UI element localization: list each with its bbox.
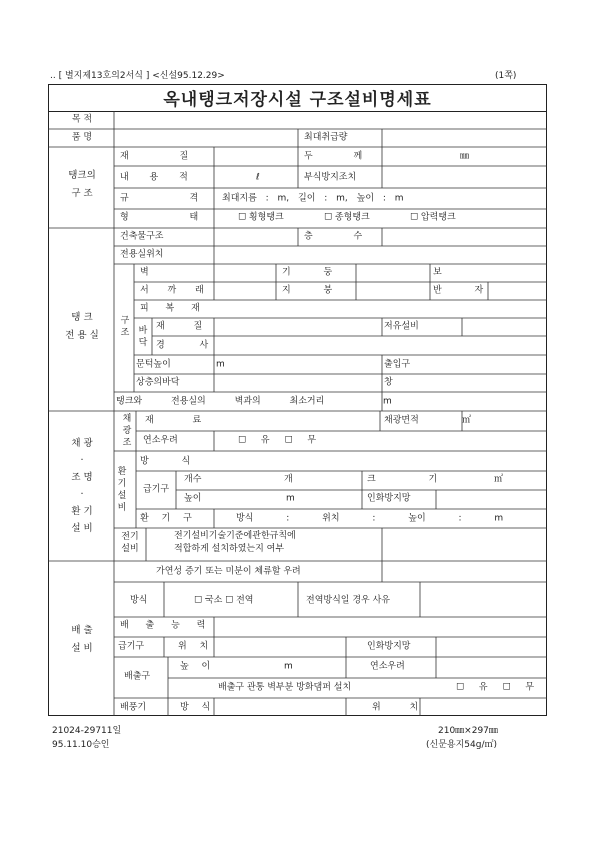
label-purpose: 목 적 xyxy=(71,114,93,125)
label-pillar: 기 둥 xyxy=(282,267,333,278)
value-dimension: 최대지름 : m, 길이 : m, 높이 : m xyxy=(222,193,404,204)
label-daylight: 채 광 조 xyxy=(122,414,132,448)
value-vent-hole: 방식 : 위치 : 높이 : m xyxy=(236,513,504,524)
option-damper[interactable]: ☐ 유 ☐ 무 xyxy=(456,682,535,693)
footer-size: 210㎜×297㎜ xyxy=(438,726,498,736)
label-wall: 벽 xyxy=(140,267,149,278)
label-min-distance: 탱크와 전용실의 벽과의 최소거리 xyxy=(116,396,325,407)
footer-code: 21024-29711일 xyxy=(52,726,122,736)
label-exhaust-capacity: 배 출 능 력 xyxy=(120,620,206,631)
label-beam: 보 xyxy=(433,267,442,278)
unit-vent-height: m xyxy=(286,493,295,504)
label-exit: 출입구 xyxy=(384,359,411,370)
unit-vent-count: 개 xyxy=(284,474,293,485)
label-shape: 형 태 xyxy=(120,212,199,223)
label-threshold: 문턱높이 xyxy=(136,359,171,370)
label-daylight-material: 재 료 xyxy=(145,415,202,426)
unit-threshold: m xyxy=(216,359,225,370)
label-thickness: 두 께 xyxy=(304,151,363,162)
option-exhaust-method[interactable]: ☐ 국소 ☐ 전역 xyxy=(194,595,254,606)
label-fan-method: 방 식 xyxy=(180,702,211,713)
label-ventilation: 환 기 설 비 xyxy=(117,467,127,513)
label-global-reason: 전역방식일 경우 사유 xyxy=(306,595,390,606)
label-slope: 경 사 xyxy=(156,340,209,351)
label-fan-position: 위 치 xyxy=(372,702,419,713)
value-electrical: 전기설비기술기준에관한규칙에 적합하게 설치하였는지 여부 xyxy=(174,531,296,554)
label-rafter: 서 까 래 xyxy=(140,285,204,296)
unit-daylight-area: ㎡ xyxy=(462,415,472,426)
label-damper: 배출구 관통 벽부분 방화댐퍼 설치 xyxy=(218,682,352,693)
option-vertical-tank[interactable]: ☐ 종형탱크 xyxy=(324,212,370,223)
label-floor: 바 닥 xyxy=(138,326,148,348)
label-max-qty: 최대취급량 xyxy=(304,132,348,143)
label-flammable-vapor: 가연성 증기 또는 미분이 체류할 우려 xyxy=(156,566,301,577)
label-vent-size: 크 기 xyxy=(367,474,438,485)
label-vent-fire-net: 인화방지망 xyxy=(367,493,411,504)
form-title: 옥내탱크저장시설 구조설비명세표 xyxy=(48,84,547,112)
label-daylight-fire-risk: 연소우려 xyxy=(143,435,178,446)
label-daylight-area: 채광면적 xyxy=(384,415,419,426)
label-exhaust-fire-net: 인화방지망 xyxy=(367,641,411,652)
section-tank-room: 탱 크 전 용 실 xyxy=(65,312,99,341)
label-roof: 지 붕 xyxy=(282,285,333,296)
label-outlet: 배출구 xyxy=(124,671,151,682)
label-exhaust-position: 위 치 xyxy=(178,641,209,652)
label-fan: 배풍기 xyxy=(120,702,147,713)
unit-vent-size: ㎡ xyxy=(494,474,504,485)
section-tank-structure: 탱크의 구 조 xyxy=(68,170,96,199)
label-vent-count: 개수 xyxy=(184,474,202,485)
label-electrical: 전기 설비 xyxy=(121,532,139,554)
section-lighting: 채 광 · 조 명 · 환 기 설 비 xyxy=(71,438,93,534)
label-exhaust-method: 방식 xyxy=(130,595,148,606)
footer-approval: 95.11.10승인 xyxy=(52,740,110,750)
unit-min-distance: m xyxy=(383,396,392,407)
label-upper-floor: 상층의바닥 xyxy=(136,377,180,388)
header-form-ref: .. [ 별지제13호의2서식 ] <신설95.12.29> xyxy=(50,71,225,81)
label-exhaust-intake: 급기구 xyxy=(118,641,145,652)
unit-capacity: ℓ xyxy=(256,172,260,183)
label-structure: 구 조 xyxy=(120,316,130,338)
section-exhaust: 배 출 설 비 xyxy=(71,625,93,654)
header-page-number: (1쪽) xyxy=(495,71,517,81)
label-covering: 피 복 재 xyxy=(140,303,200,314)
unit-thickness: ㎜ xyxy=(460,151,470,162)
label-vent-method: 방 식 xyxy=(140,456,191,467)
label-room-location: 전용실위치 xyxy=(120,249,164,260)
label-material: 재 질 xyxy=(120,151,189,162)
label-dimension: 규 격 xyxy=(120,193,199,204)
label-outlet-fire-risk: 연소우려 xyxy=(370,661,405,672)
unit-outlet-height: m xyxy=(284,661,293,672)
label-corrosion: 부식방지조치 xyxy=(304,172,357,183)
label-building-structure: 건축물구조 xyxy=(120,231,164,242)
label-vent-intake: 급기구 xyxy=(143,484,170,495)
label-vent-hole: 환 기 구 xyxy=(140,513,192,524)
option-pressure-tank[interactable]: ☐ 압력탱크 xyxy=(410,212,456,223)
label-capacity: 내 용 적 xyxy=(120,172,188,183)
label-vent-height: 높이 xyxy=(184,493,202,504)
label-item: 품 명 xyxy=(71,132,93,143)
label-floor-count: 층 수 xyxy=(304,231,363,242)
label-floor-material: 재 질 xyxy=(156,321,203,332)
label-outlet-height: 높 이 xyxy=(180,661,211,672)
label-reservoir: 저유설비 xyxy=(384,321,419,332)
label-ceiling: 반 자 xyxy=(433,285,484,296)
option-horizontal-tank[interactable]: ☐ 횡형탱크 xyxy=(238,212,284,223)
footer-paper: (신문용지54g/㎡) xyxy=(426,740,497,750)
label-window: 창 xyxy=(384,377,393,388)
option-daylight-fire-risk[interactable]: ☐ 유 ☐ 무 xyxy=(238,435,317,446)
